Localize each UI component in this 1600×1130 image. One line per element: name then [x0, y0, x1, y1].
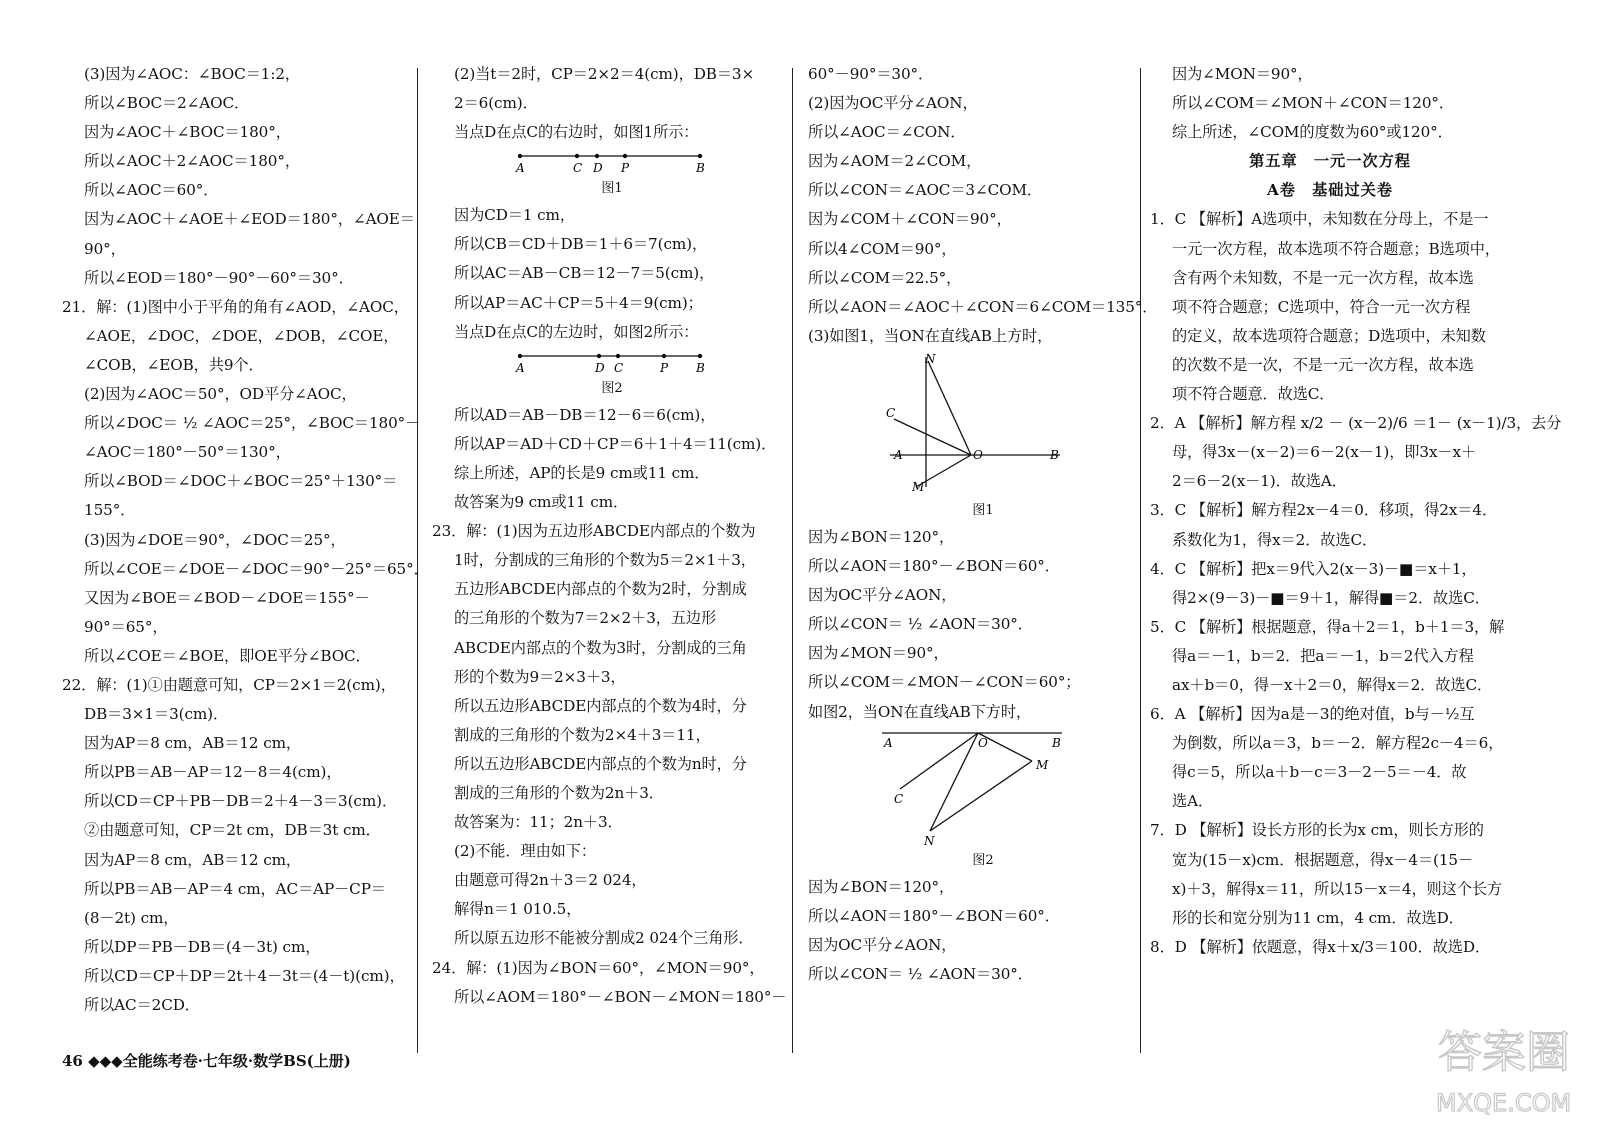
text-line: 五边形ABCDE内部点的个数为2时，分割成 [454, 580, 747, 599]
angle-diagram-2 [808, 727, 1158, 849]
text-line: 因为AP＝8 cm，AB＝12 cm， [84, 850, 301, 869]
point-label-m: M [912, 479, 925, 494]
text-line: 所以∠AOC＋2∠AOC＝180°， [84, 152, 300, 171]
text-line: 得c＝5，所以a＋b－c＝3－2－5＝－4．故 [1172, 763, 1467, 782]
text-line: 所以∠COM＝22.5°， [808, 268, 962, 287]
text-line: 形的个数为9＝2×3＋3， [454, 667, 626, 686]
text-block [808, 523, 1158, 727]
text-line: 1时，分割成的三角形的个数为5＝2×1＋3， [454, 551, 756, 570]
page-footer: 46 ◆◆◆全能练考卷·七年级·数学BS(上册) [62, 1052, 351, 1070]
text-line: 当点D在点C的右边时，如图1所示： [454, 123, 699, 142]
text-line: 当点D在点C的左边时，如图2所示： [454, 322, 699, 341]
text-line: 1．C 【解析】A选项中，未知数在分母上，不是一 [1150, 210, 1489, 229]
text-block [432, 201, 792, 346]
text-line: (3)因为∠DOE＝90°，∠DOC＝25°， [84, 530, 346, 549]
text-line: 所以AP＝AD＋CD＋CP＝6＋1＋4＝11(cm)． [454, 434, 777, 453]
text-line: 的三角形的个数为7＝2×2＋3，五边形 [454, 609, 717, 628]
column-1 [62, 60, 429, 1070]
text-line: 选A． [1172, 792, 1214, 811]
text-line: 由题意可得2n＋3＝2 024， [454, 871, 647, 890]
point-label-c: C [886, 405, 896, 420]
text-line: 24．解：(1)因为∠BON＝60°，∠MON＝90°， [432, 958, 765, 977]
point-label-o: O [978, 735, 988, 750]
text-line: 所以∠AON＝180°－∠BON＝60°． [808, 557, 1060, 576]
text-line: (3)因为∠AOC：∠BOC＝1:2， [84, 65, 300, 83]
text-line: 2．A 【解析】解方程 x/2 － (x－2)/6 ＝1－ (x－1)/3，去分 [1150, 414, 1562, 433]
text-block [808, 60, 1158, 351]
column-3 [808, 60, 1158, 1070]
text-line: 60°－90°＝30°． [808, 65, 934, 83]
text-line: 因为∠AOM＝2∠COM， [808, 152, 982, 171]
text-line: 为倒数，所以a＝3，b＝－2．解方程2c－4＝6， [1172, 734, 1504, 753]
text-line: 所以4∠COM＝90°， [808, 239, 957, 258]
text-line: 形的长和宽分别为11 cm，4 cm．故选D． [1172, 908, 1464, 927]
text-line: 4．C 【解析】把x＝9代入2(x－3)－■＝x＋1， [1150, 559, 1477, 578]
text-line: 所以∠CON＝ ½ ∠AON＝30°． [808, 964, 1033, 983]
point-label-b: B [696, 161, 705, 176]
text-line: 所以∠AOC＝60°． [84, 181, 219, 200]
text-line: 系数化为1，得x＝2．故选C． [1172, 530, 1378, 549]
text-line: x)＋3，解得x＝11，所以15－x＝4，则这个长方 [1172, 879, 1502, 898]
point-label-c: C [573, 161, 583, 176]
text-line: 所以∠AON＝∠AOC＋∠CON＝6∠COM＝135°． [808, 297, 1158, 316]
text-line: (2)因为∠AOC＝50°，OD平分∠AOC， [84, 385, 357, 404]
point-label-b: B [696, 360, 705, 375]
figure-caption: 图2 [601, 380, 623, 396]
text-line: 2＝6－2(x－1)．故选A． [1172, 472, 1347, 491]
text-line: 综上所述，AP的长是9 cm或11 cm． [454, 463, 710, 482]
section-heading: 第五章 一元一次方程 [1249, 152, 1411, 171]
text-line: 所以∠COM＝∠MON－∠CON＝60°； [808, 673, 1081, 692]
text-line: 所以原五边形不能被分割成2 024个三角形． [454, 929, 754, 948]
text-line: (2)不能．理由如下： [454, 842, 596, 861]
text-line: 因为∠BON＝120°， [808, 527, 955, 546]
text-line: 因为OC平分∠AON， [808, 586, 957, 605]
text-line: 所以五边形ABCDE内部点的个数为4时，分 [454, 696, 747, 715]
text-line: 如图2，当ON在直线AB下方时， [808, 702, 1031, 721]
text-line: (2)因为OC平分∠AON， [808, 94, 978, 113]
text-line: 所以∠COE＝∠DOE－∠DOC＝90°－25°＝65°． [84, 559, 429, 578]
text-block [62, 60, 429, 1020]
watermark-top: 答案圈 [1438, 1027, 1570, 1078]
text-line: 因为∠COM＋∠CON＝90°， [808, 210, 1012, 229]
text-line: 含有两个未知数，不是一元一次方程，故本选 [1172, 268, 1474, 287]
text-line: 因为CD＝1 cm， [454, 206, 575, 225]
text-line: 2＝6(cm)． [454, 94, 538, 113]
figure-caption: 图2 [972, 852, 994, 868]
text-line: 因为∠BON＝120°， [808, 877, 955, 896]
figure-caption: 图1 [601, 181, 623, 197]
text-line: 90°＝65°， [84, 617, 168, 636]
point-label-a: A [884, 735, 893, 750]
text-line: 所以CD＝CP＋DP＝2t＋4－3t＝(4－t)(cm)， [84, 966, 405, 985]
text-line: 的次数不是一次，不是一元一次方程，故本选 [1172, 355, 1474, 374]
text-line: 故答案为：11；2n＋3． [454, 813, 623, 832]
text-line: ABCDE内部点的个数为3时，分割成的三角 [454, 638, 747, 657]
text-line: 因为OC平分∠AON， [808, 935, 957, 954]
angle-diagram-1 [808, 351, 1158, 499]
text-line: 所以AC＝2CD． [84, 996, 200, 1014]
text-line: 因为∠AOC＋∠AOE＋∠EOD＝180°，∠AOE＝ [84, 210, 415, 229]
point-label-a: A [516, 360, 525, 375]
point-label-a: A [894, 447, 903, 462]
text-line: 因为∠MON＝90°， [1172, 65, 1313, 83]
text-line: 割成的三角形的个数为2×4＋3＝11， [454, 725, 711, 744]
text-line: 所以AP＝AC＋CP＝5＋4＝9(cm)； [454, 293, 703, 312]
text-line: 所以∠BOC＝2∠AOC． [84, 94, 250, 113]
text-line: ②由题意可知，CP＝2t cm，DB＝3t cm． [84, 821, 381, 840]
segment-diagram-1 [432, 147, 792, 177]
text-line: 所以CB＝CD＋DB＝1＋6＝7(cm)， [454, 235, 708, 254]
text-line: 所以AC＝AB－CB＝12－7＝5(cm)， [454, 264, 715, 283]
point-label-c: C [614, 360, 624, 375]
text-line: ax＋b＝0，得－x＋2＝0，解得x＝2．故选C． [1172, 675, 1493, 694]
text-line: 8．D 【解析】依题意，得x＋x/3＝100．故选D． [1150, 937, 1491, 956]
point-label-c: C [894, 791, 904, 806]
text-line: 所以∠AOM＝180°－∠BON－∠MON＝180°－ [454, 987, 787, 1006]
text-line: 宽为(15－x)cm．根据题意，得x－4＝(15－ [1172, 850, 1474, 869]
text-line: 因为∠MON＝90°， [808, 644, 949, 663]
figure-segment-1 [432, 147, 792, 201]
text-line: ∠AOC＝180°－50°＝130°， [84, 443, 291, 462]
text-line: 所以PB＝AB－AP＝12－8＝4(cm)， [84, 763, 342, 782]
watermark-bottom: MXQE.COM [1436, 1089, 1572, 1117]
text-line: 所以∠AOC＝∠CON． [808, 123, 966, 142]
text-line: DB＝3×1＝3(cm)． [84, 705, 229, 724]
text-line: 所以∠CON＝ ½ ∠AON＝30°． [808, 615, 1033, 634]
text-line: 所以∠AON＝180°－∠BON＝60°． [808, 906, 1060, 925]
text-line: 所以DP＝PB－DB＝(4－3t) cm， [84, 937, 321, 956]
point-label-n: N [925, 351, 936, 366]
text-line: 割成的三角形的个数为2n＋3． [454, 783, 664, 802]
text-line: 因为∠AOC＋∠BOC＝180°， [84, 123, 291, 142]
text-line: 23．解：(1)因为五边形ABCDE内部点的个数为 [432, 522, 756, 541]
text-line: 21．解：(1)图中小于平角的角有∠AOD，∠AOC， [62, 297, 409, 316]
text-line: 所以∠DOC＝ ½ ∠AOC＝25°，∠BOC＝180°－ [84, 414, 421, 433]
text-line: 5．C 【解析】根据题意，得a＋2＝1，b＋1＝3，解 [1150, 617, 1505, 636]
point-label-d: D [593, 161, 603, 176]
text-line: 所以∠COE＝∠BOE，即OE平分∠BOC． [84, 646, 371, 665]
text-line: 所以五边形ABCDE内部点的个数为n时，分 [454, 754, 747, 773]
text-line: 故答案为9 cm或11 cm． [454, 493, 629, 512]
point-label-o: O [973, 447, 983, 462]
section-heading: A卷 基础过关卷 [1266, 181, 1394, 200]
text-line: 6．A 【解析】因为a是－3的绝对值，b与－½互 [1150, 705, 1475, 724]
text-block [808, 873, 1158, 989]
text-line: 所以PB＝AB－AP＝4 cm，AC＝AP－CP＝ [84, 879, 386, 898]
text-line: 项不符合题意；C选项中，符合一元一次方程 [1172, 297, 1471, 316]
text-line: 又因为∠BOE＝∠BOD－∠DOE＝155°－ [84, 588, 370, 607]
text-line: 90°， [84, 239, 126, 258]
column-divider-2 [792, 68, 793, 1053]
text-line: ∠COB，∠EOB，共9个． [84, 355, 264, 374]
text-line: 所以AD＝AB－DB＝12－6＝6(cm)， [454, 405, 716, 424]
text-line: 所以∠CON＝∠AOC＝3∠COM． [808, 181, 1042, 200]
column-2 [432, 60, 792, 1070]
text-line: 综上所述，∠COM的度数为60°或120°． [1172, 123, 1453, 142]
text-line: 项不符合题意．故选C． [1172, 385, 1335, 404]
text-line: ∠AOE，∠DOC，∠DOE，∠DOB，∠COE， [84, 326, 399, 345]
text-line: 22．解：(1)①由题意可知，CP＝2×1＝2(cm)， [62, 675, 396, 694]
point-label-p: P [660, 360, 669, 375]
watermark [1430, 1015, 1590, 1125]
point-label-d: D [595, 360, 605, 375]
figure-segment-2 [432, 347, 792, 401]
figure-angle-1 [808, 351, 1158, 523]
point-label-b: B [1052, 735, 1061, 750]
text-line: 解得n＝1 010.5， [454, 900, 582, 919]
text-line: 一元一次方程，故本选项不符合题意；B选项中， [1172, 239, 1500, 258]
point-label-n: N [924, 833, 935, 848]
text-line: (3)如图1，当ON在直线AB上方时， [808, 326, 1053, 345]
point-label-a: A [516, 161, 525, 176]
figure-caption: 图1 [972, 502, 994, 518]
text-line: 3．C 【解析】解方程2x－4＝0．移项，得2x＝4． [1150, 501, 1498, 520]
text-line: 因为AP＝8 cm，AB＝12 cm， [84, 734, 301, 753]
text-line: 所以∠COM＝∠MON＋∠CON＝120°． [1172, 94, 1454, 113]
text-line: 的定义，故本选项符合题意；D选项中，未知数 [1172, 326, 1486, 345]
segment-diagram-2 [432, 347, 792, 377]
text-line: (8－2t) cm， [84, 908, 179, 927]
text-block [1150, 60, 1562, 962]
point-label-p: P [621, 161, 630, 176]
point-label-m: M [1036, 757, 1049, 772]
figure-angle-2 [808, 727, 1158, 873]
text-block [432, 401, 792, 1012]
text-line: 所以∠EOD＝180°－90°－60°＝30°． [84, 268, 354, 287]
text-block [432, 60, 792, 147]
text-line: 得2×(9－3)－■＝9＋1，解得■＝2．故选C． [1172, 588, 1490, 607]
text-line: 7．D 【解析】设长方形的长为x cm，则长方形的 [1150, 821, 1484, 840]
text-line: 母，得3x－(x－2)＝6－2(x－1)，即3x－x＋ [1172, 443, 1477, 462]
text-line: 得a＝－1，b＝2．把a＝－1，b＝2代入方程 [1172, 646, 1474, 665]
text-line: 所以∠BOD＝∠DOC＋∠BOC＝25°＋130°＝ [84, 472, 398, 491]
text-line: 155°． [84, 501, 136, 520]
text-line: (2)当t＝2时，CP＝2×2＝4(cm)，DB＝3× [454, 65, 755, 83]
point-label-b: B [1050, 447, 1059, 462]
text-line: 所以CD＝CP＋PB－DB＝2＋4－3＝3(cm)． [84, 792, 398, 811]
